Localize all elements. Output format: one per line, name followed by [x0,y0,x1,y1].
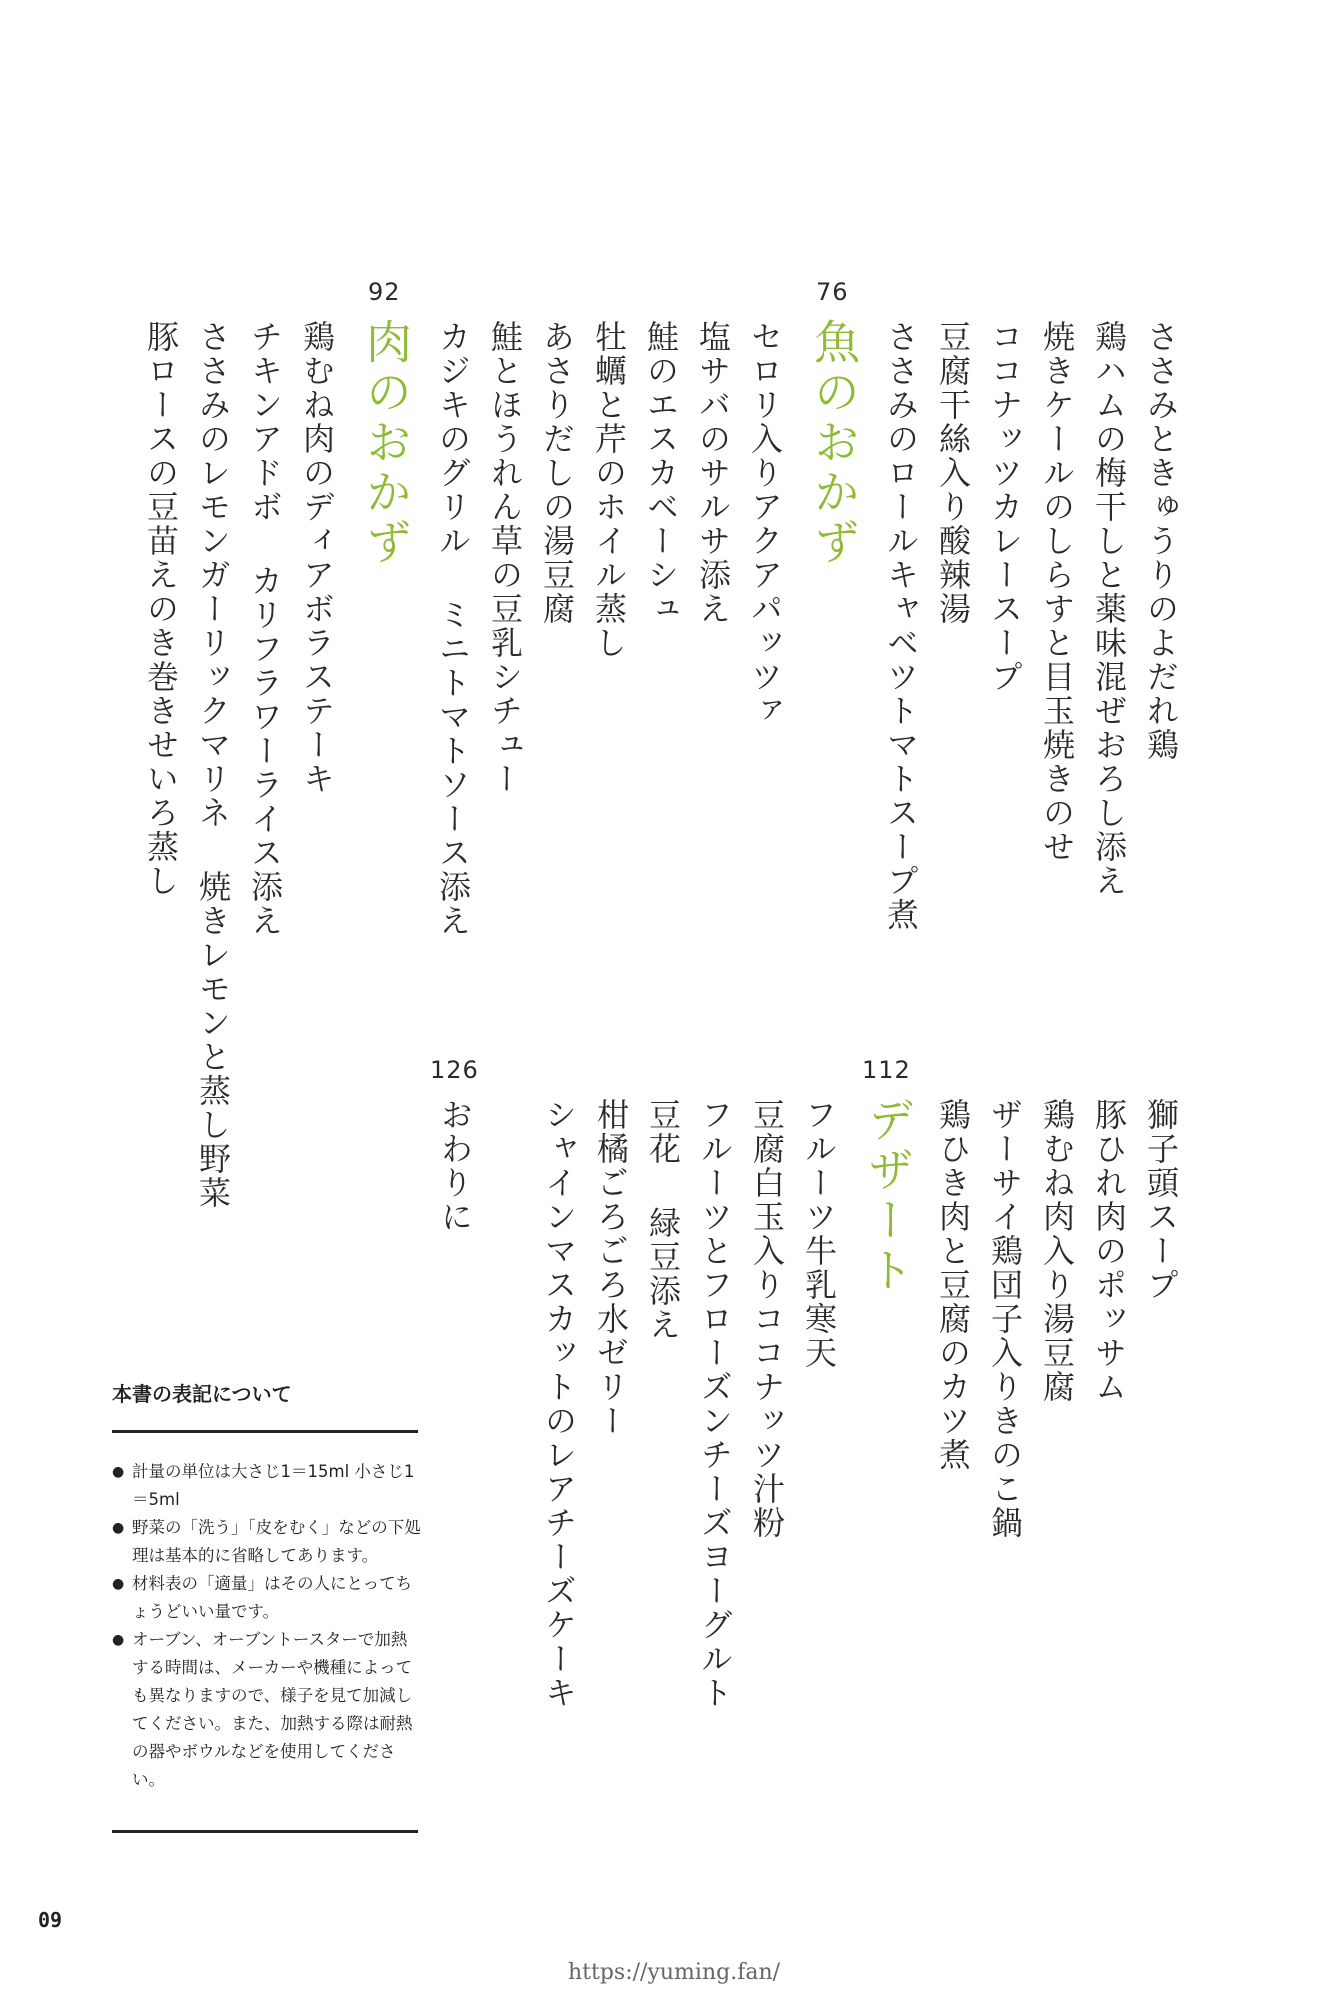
toc-item: ザーサイ鶏団子入りきのこ鍋 [986,1098,1024,1540]
dessert-page-number: 112 [862,1056,911,1084]
note-item [112,1514,422,1570]
toc-item: 柑橘ごろごろ水ゼリー [592,1098,630,1438]
toc-item: チキンアドボ カリフラワーライス添え [246,320,284,938]
toc-item: 豚ロースの豆苗えのき巻きせいろ蒸し [142,320,180,898]
fish-section-heading: 魚のおかず [807,318,861,568]
toc-item: 獅子頭スープ [1142,1098,1180,1302]
toc-item: 鮭とほうれん草の豆乳シチュー [486,320,524,796]
toc-item: ささみのレモンガーリックマリネ 焼きレモンと蒸し野菜 [194,320,232,1210]
fish-page-number: 76 [816,278,849,306]
notes-bottom-rule [112,1830,418,1833]
toc-item: 鶏ハムの梅干しと薬味混ぜおろし添え [1090,320,1128,898]
toc-item: 鮭のエスカベーシュ [642,320,680,626]
note-text: 材料表の「適量」はその人にとってちょうどいい量です。 [132,1574,413,1621]
bullet-icon: ● [112,1520,125,1536]
watermark-url: https://yuming.fan/ [568,1960,781,1985]
notes-list [112,1458,422,1794]
afterword-page-number: 126 [430,1056,479,1084]
note-text: 計量の単位は大さじ1＝15ml 小さじ1＝5ml [132,1462,415,1509]
toc-item: シャインマスカットのレアチーズケーキ [540,1098,578,1710]
notes-top-rule [112,1430,418,1433]
toc-item: ココナッツカレースープ [986,320,1024,694]
toc-item: 鶏ひき肉と豆腐のカツ煮 [934,1098,972,1472]
note-item [112,1458,422,1514]
bullet-icon: ● [112,1632,125,1648]
toc-item: あさりだしの湯豆腐 [538,320,576,626]
toc-item: 鶏むね肉入り湯豆腐 [1038,1098,1076,1404]
toc-item: フルーツとフローズンチーズヨーグルト [696,1098,734,1710]
note-item [112,1626,422,1794]
toc-item: 豆花 緑豆添え [644,1098,682,1342]
meat-section-heading: 肉のおかず [359,318,413,568]
toc-item: 牡蠣と芹のホイル蒸し [590,320,628,660]
toc-item: 焼きケールのしらすと目玉焼きのせ [1038,320,1076,864]
note-item [112,1570,422,1626]
afterword-item: おわりに [436,1098,474,1234]
note-text: 野菜の「洗う」「皮をむく」などの下処理は基本的に省略してあります。 [132,1518,421,1565]
toc-item: 塩サバのサルサ添え [694,320,732,626]
bullet-icon: ● [112,1464,125,1480]
note-text: オーブン、オーブントースターで加熱する時間は、メーカーや機種によっても異なりますので、様子を見て加減してください。また、加熱する際は耐熱の器やボウルなどを使用してください。 [132,1630,413,1789]
toc-item: フルーツ牛乳寒天 [800,1098,838,1370]
toc-item: 豆腐干絲入り酸辣湯 [934,320,972,626]
toc-item: ささみのロールキャベツトマトスープ煮 [882,320,920,932]
toc-item: 豚ひれ肉のポッサム [1090,1098,1128,1404]
toc-item: 鶏むね肉のディアボラステーキ [298,320,336,796]
dessert-section-heading: デザート [861,1096,915,1296]
notes-title: 本書の表記について [112,1382,292,1406]
page-number: 09 [38,1908,63,1932]
meat-page-number: 92 [368,278,401,306]
toc-item: セロリ入りアクアパッツァ [746,320,784,728]
toc-item: ささみときゅうりのよだれ鶏 [1142,320,1180,762]
toc-item: 豆腐白玉入りココナッツ汁粉 [748,1098,786,1540]
toc-item: カジキのグリル ミニトマトソース添え [434,320,472,938]
bullet-icon: ● [112,1576,125,1592]
